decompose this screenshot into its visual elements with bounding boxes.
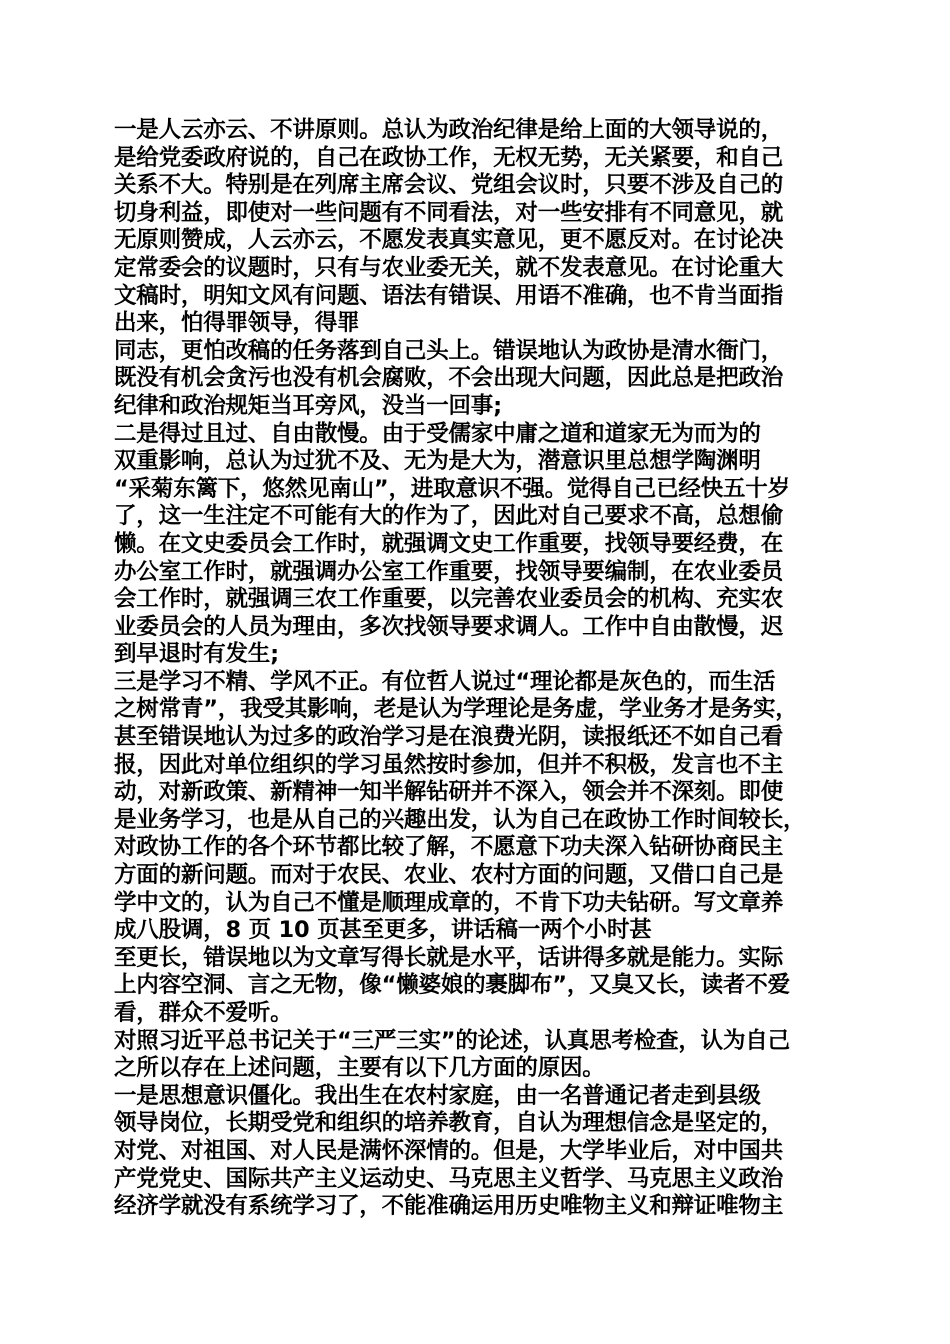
text-line: 是业务学习，也是从自己的兴趣出发，认为自己在政协工作时间较长， — [114, 806, 806, 833]
text-line: “采菊东篱下，悠然见南山”，进取意识不强。觉得自己已经快五十岁 — [114, 475, 790, 502]
text-line: 之树常青”，我受其影响，老是认为学理论是务虚，学业务才是务实， — [114, 696, 798, 723]
text-line: 上内容空洞、言之无物，像“懒婆娘的裹脚布”，又臭又长，读者不爱 — [114, 972, 790, 999]
text-line: 报，因此对单位组织的学习虽然按时参加，但并不积极，发言也不主 — [114, 751, 784, 778]
text-line: 办公室工作时，就强调办公室工作重要，找领导要编制，在农业委员 — [114, 558, 784, 585]
text-line: 之所以存在上述问题，主要有以下几方面的原因。 — [114, 1055, 605, 1082]
text-line: 至更长，错误地以为文章写得长就是水平，话讲得多就是能力。实际 — [114, 944, 784, 971]
text-line: 切身利益，即使对一些问题有不同看法，对一些安排有不同意见，就 — [114, 199, 784, 226]
text-line: 定常委会的议题时，只有与农业委无关，就不发表意见。在讨论重大 — [114, 254, 784, 281]
text-line: 到早退时有发生; — [114, 641, 279, 668]
text-line: 既没有机会贪污也没有机会腐败，不会出现大问题，因此总是把政治 — [114, 365, 784, 392]
text-line: 一是人云亦云、不讲原则。总认为政治纪律是给上面的大领导说的， — [114, 117, 784, 143]
text-line: 会工作时，就强调三农工作重要，以完善农业委员会的机构、充实农 — [114, 586, 784, 613]
text-line: 无原则赞成，人云亦云，不愿发表真实意见，更不愿反对。在讨论决 — [114, 227, 784, 254]
text-line: 三是学习不精、学风不正。有位哲人说过“理论都是灰色的，而生活 — [114, 668, 776, 695]
text-line: 懒。在文史委员会工作时，就强调文史工作重要，找领导要经费，在 — [114, 530, 784, 557]
text-line: 业委员会的人员为理由，多次找领导要求调人。工作中自由散慢，迟 — [114, 613, 784, 640]
text-line: 对照习近平总书记关于“三严三实”的论述，认真思考检查，认为自己 — [114, 1027, 790, 1054]
text-line: 甚至错误地认为过多的政治学习是在浪费光阴，读报纸还不如自己看 — [114, 724, 784, 751]
text-line: 同志，更怕改稿的任务落到自己头上。错误地认为政协是清水衙门， — [114, 337, 784, 364]
text-line: 成八股调，8 页 10 页甚至更多，讲话稿一两个小时甚 — [114, 917, 652, 944]
text-line: 领导岗位，长期受党和组织的培养教育，自认为理想信念是坚定的， — [114, 1110, 784, 1137]
text-line: 二是得过且过、自由散慢。由于受儒家中庸之道和道家无为而为的 — [114, 420, 761, 447]
text-line: 产党党史、国际共产主义运动史、马克思主义哲学、马克思主义政治 — [114, 1165, 784, 1192]
text-line: 学中文的，认为自己不懂是顺理成章的，不肯下功夫钻研。写文章养 — [114, 889, 784, 916]
text-line: 关系不大。特别是在列席主席会议、党组会议时，只要不涉及自己的 — [114, 172, 784, 199]
text-line: 双重影响，总认为过犹不及、无为是大为，潜意识里总想学陶渊明 — [114, 448, 761, 475]
text-line: 了，这一生注定不可能有大的作为了，因此对自己要求不高，总想偷 — [114, 503, 784, 530]
text-line: 是给党委政府说的，自己在政协工作，无权无势，无关紧要，和自己 — [114, 144, 784, 171]
text-line: 看，群众不爱听。 — [114, 1000, 293, 1026]
text-line: 方面的新问题。而对于农民、农业、农村方面的问题，又借口自己是 — [114, 862, 784, 889]
text-line: 纪律和政治规矩当耳旁风，没当一回事; — [114, 392, 502, 419]
text-line: 出来，怕得罪领导，得罪 — [114, 310, 360, 337]
text-line: 经济学就没有系统学习了，不能准确运用历史唯物主义和辩证唯物主 — [114, 1193, 784, 1220]
text-line: 文稿时，明知文风有问题、语法有错误、用语不准确，也不肯当面指 — [114, 282, 784, 309]
text-line: 一是思想意识僵化。我出生在农村家庭，由一名普通记者走到县级 — [114, 1082, 761, 1109]
text-line: 对党、对祖国、对人民是满怀深情的。但是，大学毕业后，对中国共 — [114, 1137, 784, 1164]
text-line: 动，对新政策、新精神一知半解钻研并不深入，领会并不深刻。即使 — [114, 779, 784, 806]
document-body — [114, 117, 844, 1221]
text-line: 对政协工作的各个环节都比较了解，不愿意下功夫深入钻研协商民主 — [114, 834, 784, 861]
